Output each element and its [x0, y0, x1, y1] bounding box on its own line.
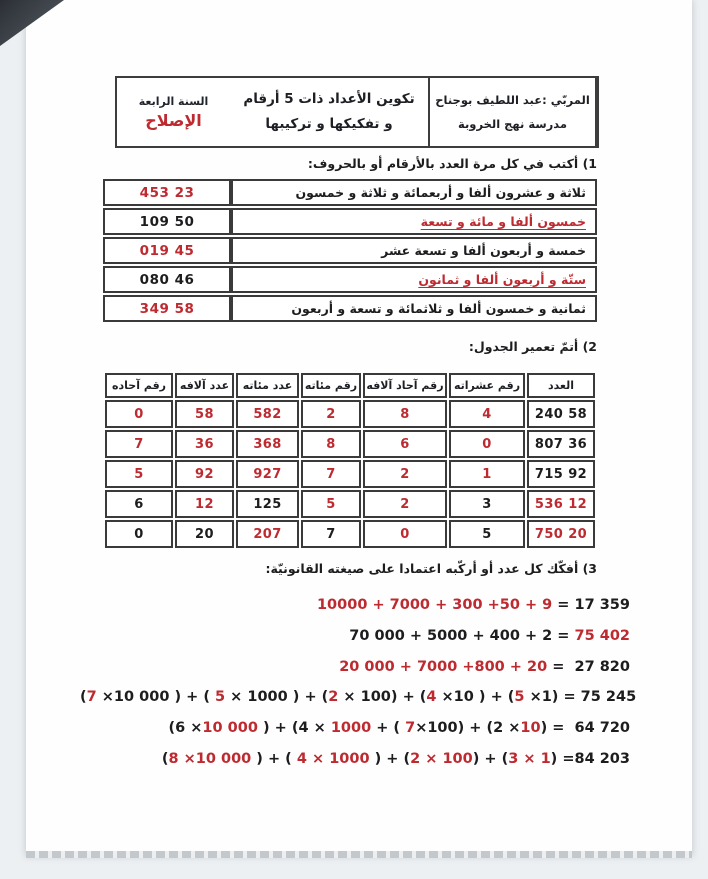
column-header: رقم آحاده: [105, 373, 173, 398]
exercise3-heading: 3) أفكّك كل عدد أو أركّبه اعتمادا على صيغته القانونيّة:: [265, 561, 597, 576]
value-cell: 36: [175, 430, 234, 458]
value-cell: 0: [105, 520, 173, 548]
lesson-title-line2: و تفكيكها و تركيبها: [265, 115, 393, 132]
value-cell: 7: [105, 430, 173, 458]
equation-segment: = 17 359: [557, 597, 630, 613]
ex1-row: [103, 237, 597, 264]
ex1-row: [103, 208, 597, 235]
value-cell: 8: [363, 400, 447, 428]
equation-segment: 5: [215, 689, 226, 706]
equation-segment: 10 000: [202, 720, 258, 737]
ex1-row: [103, 295, 597, 322]
equation-segment: ) + (: [472, 750, 509, 767]
value-cell: 12 536: [527, 490, 595, 518]
number-cell: 46 080: [103, 266, 231, 293]
exercise1-table: [103, 177, 597, 324]
equation-segment: ) + (4 ×: [257, 720, 331, 737]
teacher-name: المربّي :عبد اللطيف بوجناح: [435, 92, 590, 107]
ex1-row: [103, 179, 597, 206]
equation-segment: 70 000 + 5000 + 400 + 2 =: [349, 627, 575, 644]
value-cell: 5: [301, 490, 361, 518]
value-cell: 20 750: [527, 520, 595, 548]
equation-line: [80, 682, 637, 713]
value-cell: 92 715: [527, 460, 595, 488]
value-cell: 0: [449, 430, 525, 458]
header-class-cell: [117, 78, 230, 146]
equation-segment: = 27 820: [552, 658, 630, 675]
words-cell: خمسون ألفا و مائة و تسعة: [231, 208, 597, 235]
value-cell: 1: [449, 460, 525, 488]
table-row: [105, 430, 595, 458]
column-header: عدد آلافه: [175, 373, 234, 398]
correction-label: الإصلاح: [145, 110, 202, 130]
equation-segment: (: [80, 689, 87, 706]
equation-segment: ×10 ) + (: [436, 689, 515, 706]
equation-segment: 2 × 100: [410, 750, 473, 767]
equation-segment: 1000: [330, 720, 372, 737]
value-cell: 0: [363, 520, 447, 548]
header-teacher-cell: [430, 78, 597, 146]
value-cell: 58 240: [527, 400, 595, 428]
value-cell: 582: [236, 400, 299, 428]
value-cell: 58: [175, 400, 234, 428]
exercise2-heading: 2) أتمّ تعمير الجدول:: [468, 339, 597, 354]
equation-segment: ×10 000 ) + (: [96, 689, 216, 706]
value-cell: 927: [236, 460, 299, 488]
equation-line: [80, 713, 630, 744]
number-cell: 23 453: [103, 179, 231, 206]
equation-segment: 7: [86, 689, 97, 706]
value-cell: 5: [105, 460, 173, 488]
equation-segment: (6 ×: [168, 720, 203, 737]
value-cell: 5: [449, 520, 525, 548]
header-title-cell: [230, 78, 430, 146]
number-cell: 50 109: [103, 208, 231, 235]
equation-segment: 10: [520, 720, 541, 737]
equation-segment: ) = 64 720: [540, 720, 630, 737]
equation-segment: × 1000 ) + (: [225, 689, 329, 706]
table-row: [105, 490, 595, 518]
column-header: رقم آحاد آلافه: [363, 373, 447, 398]
notebook-perforation-edge: [26, 851, 692, 858]
exercise1-heading: 1) أكتب في كل مرة العدد بالأرقام أو بالحروف:: [307, 156, 597, 171]
value-cell: 368: [236, 430, 299, 458]
equation-line: [80, 652, 630, 683]
value-cell: 6: [105, 490, 173, 518]
worksheet-header-table: [115, 76, 599, 148]
exercise2-header-row: [105, 373, 595, 398]
words-cell: خمسة و أربعون ألفا و تسعة عشر: [231, 237, 597, 264]
value-cell: 36 807: [527, 430, 595, 458]
value-cell: 12: [175, 490, 234, 518]
lesson-title-line1: تكوين الأعداد ذات 5 أرقام: [243, 90, 415, 107]
value-cell: 7: [301, 460, 361, 488]
equation-segment: 2: [328, 689, 339, 706]
value-cell: 2: [363, 490, 447, 518]
equation-segment: ×100) + (2 ×: [415, 720, 521, 737]
equation-segment: 8 ×10 000: [168, 750, 252, 767]
equation-segment: × 100) + (: [338, 689, 427, 706]
words-cell: ستّة و أربعون ألفا و ثمانون: [231, 266, 597, 293]
equations: [80, 590, 637, 775]
table-row: [105, 460, 595, 488]
equation-segment: ) + (: [369, 750, 411, 767]
equation-segment: (: [161, 750, 169, 767]
number-cell: 58 349: [103, 295, 231, 322]
exercise2-table: [103, 371, 597, 550]
equation-segment: 75 402: [574, 627, 630, 644]
school-year-label: السنة الرابعة: [138, 94, 209, 108]
equation-segment: 3 × 1: [508, 750, 551, 767]
column-header: عدد مئاته: [236, 373, 299, 398]
equation-segment: ) =84 203: [550, 750, 630, 767]
words-cell: ثلاثة و عشرون ألفا و أربعمائة و ثلاثة و خمسون: [231, 179, 597, 206]
value-cell: 20: [175, 520, 234, 548]
column-header: رقم مئاته: [301, 373, 361, 398]
table-row: [105, 520, 595, 548]
value-cell: 207: [236, 520, 299, 548]
words-cell: ثمانية و خمسون ألفا و ثلاثمائة و تسعة و أربعون: [231, 295, 597, 322]
equation-line: [80, 621, 630, 652]
equation-segment: ×1) = 75 245: [524, 689, 637, 706]
value-cell: 0: [105, 400, 173, 428]
value-cell: 2: [301, 400, 361, 428]
number-cell: 45 019: [103, 237, 231, 264]
equation-segment: 10000 + 7000 + 300 +50 + 9: [316, 597, 558, 613]
value-cell: 92: [175, 460, 234, 488]
value-cell: 125: [236, 490, 299, 518]
exercise1-table-body: [103, 179, 597, 322]
school-name: مدرسة نهج الخروبة: [458, 116, 568, 131]
equation-segment: 4 × 1000: [296, 750, 370, 767]
equation-segment: 4: [426, 689, 437, 706]
value-cell: 8: [301, 430, 361, 458]
table-row: [105, 400, 595, 428]
column-header: العدد: [527, 373, 595, 398]
equation-segment: 5: [514, 689, 525, 706]
value-cell: 7: [301, 520, 361, 548]
equation-segment: 7: [405, 720, 416, 737]
column-header: رقم عشراته: [449, 373, 525, 398]
equation-line: [80, 590, 630, 621]
equation-segment: + (: [371, 720, 406, 737]
value-cell: 3: [449, 490, 525, 518]
equation-segment: ) + (: [251, 750, 297, 767]
value-cell: 2: [363, 460, 447, 488]
value-cell: 4: [449, 400, 525, 428]
ex1-row: [103, 266, 597, 293]
exercise2-table-body: [105, 400, 595, 548]
value-cell: 6: [363, 430, 447, 458]
equation-line: [80, 744, 630, 775]
equation-segment: 20 000 + 7000 +800 + 20: [339, 658, 553, 675]
